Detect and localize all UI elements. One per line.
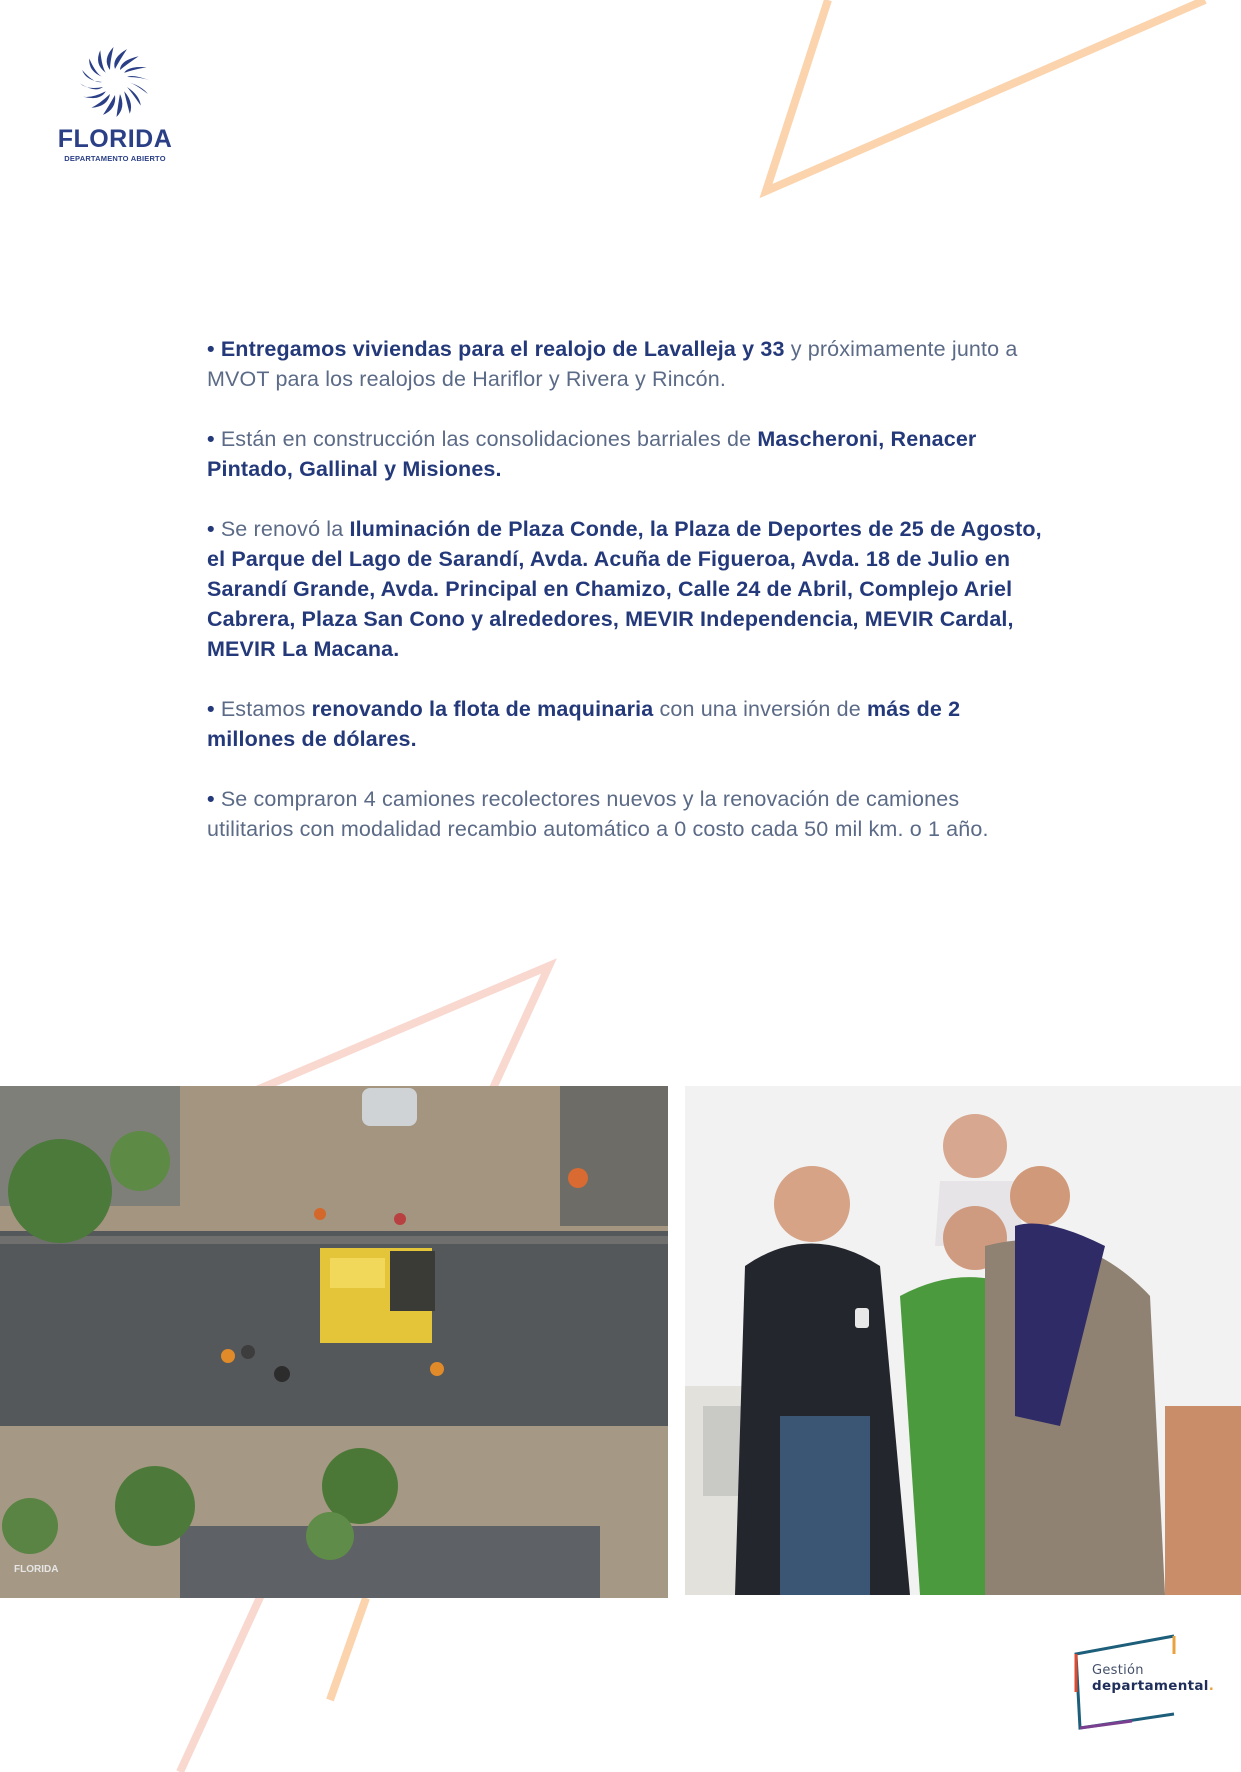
sun-logo-icon [74, 44, 156, 120]
main-text [207, 334, 1049, 874]
highlight-text: más de 2 millones de dólares. [207, 697, 961, 751]
bullet-marker: • [207, 337, 221, 361]
logo-ray [127, 76, 150, 80]
logo-ray [107, 47, 114, 70]
bullet-paragraph [207, 424, 1049, 484]
gestion-departamental-mark [1062, 1632, 1215, 1732]
logo-ray [124, 91, 131, 114]
body-text: con una inversión de [653, 697, 867, 721]
logo-ray [116, 94, 122, 117]
logo-tagline: DEPARTAMENTO ABIERTO [64, 154, 166, 163]
bullet-marker: • [207, 697, 221, 721]
logo-ray [114, 49, 127, 69]
bullet-paragraph [207, 334, 1049, 394]
logo-name: FLORIDA [57, 125, 173, 153]
highlight-text: Mascheroni, Renacer Pintado, Gallinal y Misiones. [207, 427, 977, 481]
departamental-label: departamental. [1092, 1678, 1215, 1694]
body-text: Están en construcción las consolidaciones barriales de [220, 427, 758, 451]
logo-ray [80, 83, 103, 89]
logo-ray [124, 67, 147, 73]
highlight-text: Entregamos viviendas para el realojo de Lavalleja y 33 [220, 337, 785, 361]
logo-ray [82, 70, 102, 82]
body-text: Se renovó la [220, 517, 350, 541]
highlight-text: Iluminación de Plaza Conde, la Plaza de Deportes de 25 de Agosto, el Parque del Lago de Sarandí, Avda. Acuña de Figueroa, Avda. 18 de Julio en Sarandí Grande, Avda. Principal en Chamizo, Calle 24 de Abril, Complejo Ariel Cabrera, Plaza San Cono y alrededores, MEVIR Independencia, MEVIR Cardal, MEVIR La Macana. [207, 517, 1042, 661]
highlight-text: renovando la flota de maquinaria [311, 697, 654, 721]
bullet-marker: • [207, 787, 221, 811]
body-text: Estamos [220, 697, 312, 721]
bullet-paragraph [207, 694, 1049, 754]
bullet-marker: • [207, 427, 221, 451]
gestion-label: Gestión [1092, 1663, 1144, 1678]
bullet-paragraph [207, 514, 1049, 664]
body-text: y próximamente junto a MVOT para los realojos de Hariflor y Rivera y Rincón. [207, 337, 1018, 391]
bullet-marker: • [207, 517, 221, 541]
logo-ray [103, 95, 115, 115]
bullet-paragraph [207, 784, 1049, 844]
logo-ray [98, 50, 106, 73]
key-handover-photo [685, 1086, 1241, 1595]
logo-ray [83, 91, 106, 98]
body-text: Se compraron 4 camiones recolectores nuevos y la renovación de camiones utilitarios con modalidad recambio automático a 0 costo cada 50 mil km. o 1 año. [207, 787, 989, 841]
logo-ray [128, 82, 148, 94]
photo-watermark: FLORIDA [14, 1564, 59, 1575]
florida-logo [55, 44, 175, 163]
aerial-paving-photo [0, 1086, 668, 1598]
